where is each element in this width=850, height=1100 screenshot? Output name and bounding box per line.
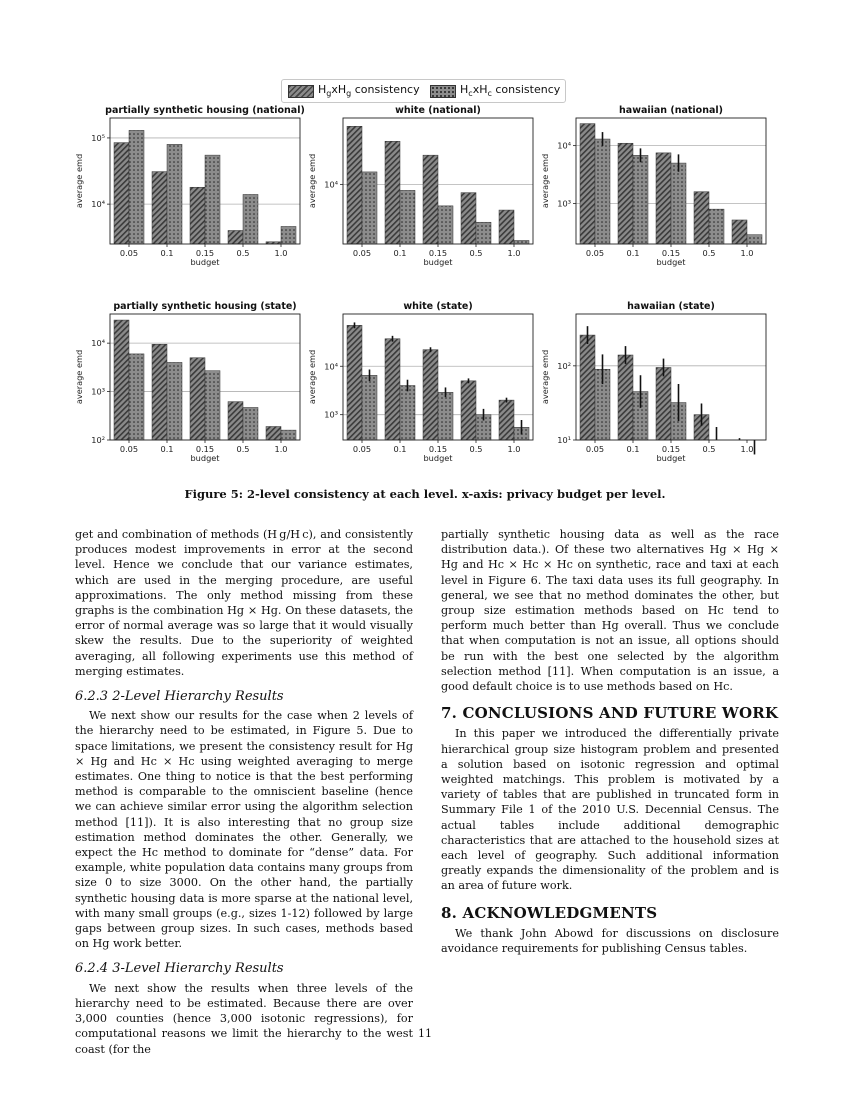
bar xyxy=(580,124,595,244)
left-column xyxy=(75,527,413,1057)
subsection-heading: 6.2.3 2-Level Hierarchy Results xyxy=(75,689,284,705)
page-number: 11 xyxy=(418,1027,432,1040)
chart-title: hawaiian (state) xyxy=(627,301,715,312)
y-tick-label: 10² xyxy=(557,360,571,371)
bar xyxy=(347,325,362,440)
x-tick-label: 0.5 xyxy=(702,444,716,454)
x-tick-label: 0.5 xyxy=(236,444,250,454)
x-tick-label: 0.15 xyxy=(195,248,215,258)
bar xyxy=(190,187,205,244)
bar xyxy=(385,339,400,440)
chart-title: hawaiian (national) xyxy=(619,105,723,116)
bar xyxy=(514,240,529,244)
y-tick-label: 10¹ xyxy=(557,435,571,445)
bar xyxy=(461,193,476,244)
bar xyxy=(228,402,243,440)
y-tick-label: 10³ xyxy=(324,409,338,420)
chart-panel xyxy=(540,301,766,463)
x-axis-label: budget xyxy=(423,257,453,267)
bar xyxy=(400,386,415,440)
x-tick-label: 0.5 xyxy=(236,248,250,258)
bar xyxy=(423,350,438,440)
x-axis-label: budget xyxy=(190,453,220,463)
bar xyxy=(656,153,671,244)
y-tick-label: 10⁴ xyxy=(91,338,105,349)
section-heading: 8. ACKNOWLEDGMENTS xyxy=(441,903,658,922)
chart-panel xyxy=(74,105,305,267)
x-tick-label: 1.0 xyxy=(507,444,521,454)
subsection-heading: 6.2.4 3-Level Hierarchy Results xyxy=(75,961,284,977)
x-tick-label: 0.05 xyxy=(585,248,605,258)
bar xyxy=(385,141,400,244)
y-tick-label: 10⁵ xyxy=(91,132,105,143)
right-column xyxy=(441,527,779,956)
x-tick-label: 0.05 xyxy=(352,444,372,454)
chart-panel xyxy=(307,105,533,267)
chart-title: white (national) xyxy=(395,105,481,116)
x-tick-label: 0.15 xyxy=(428,248,448,258)
bar xyxy=(152,172,167,244)
y-axis-label: average emd xyxy=(74,153,84,209)
section-heading: 7. CONCLUSIONS AND FUTURE WORK xyxy=(441,704,779,723)
bar xyxy=(618,355,633,440)
bar xyxy=(167,144,182,244)
y-tick-label: 10³ xyxy=(557,198,571,209)
paragraph: In this paper we introduced the differentially private hierarchical group size histogram problem and presented a solution based on isotonic regression and optimal weighted matchings. This problem is motivated by a variety of tables that are published in truncated form in Summary File 1 of the 2010 U.S. Decennial Census. The actual tables include additional demographic characteristics that are attached to the household sizes at each level of geography. Such additional information greatly expands the dimensionality of the problem and is an area of future work. xyxy=(441,727,779,893)
x-tick-label: 1.0 xyxy=(507,248,521,258)
bar xyxy=(362,172,377,244)
figure-caption: Figure 5: 2-level consistency at each level. x-axis: privacy budget per level. xyxy=(184,487,666,501)
bar xyxy=(243,407,258,440)
bar xyxy=(461,381,476,440)
bar xyxy=(129,130,144,244)
bar xyxy=(190,358,205,440)
x-tick-label: 0.15 xyxy=(661,248,681,258)
bar xyxy=(129,354,144,440)
x-tick-label: 0.15 xyxy=(428,444,448,454)
bar xyxy=(243,194,258,244)
bar xyxy=(747,235,762,244)
x-tick-label: 1.0 xyxy=(274,444,288,454)
x-tick-label: 0.15 xyxy=(661,444,681,454)
bar xyxy=(732,220,747,244)
paragraph: We next show our results for the case when 2 levels of the hierarchy need to be estimated, in Figure 5. Due to space limitations, we present the consistency result for Hg × Hg and Hc × Hc using weighted averaging to merge estimates. One thing to notice is that the best performing method is comparable to the omniscient baseline (hence we can achieve similar error using the algorithm selection method [11]). It is also interesting that no group size estimation method dominates the other. Generally, we expect the Hc method to dominate for “dense” data. For example, white population data contains many groups from size 0 to size 3000. On the other hand, the partially synthetic housing data is more sparse at the national level, with many small groups (e.g., sizes 1-12) followed by large gaps between group sizes. In such cases, methods based on Hg work better. xyxy=(75,709,413,951)
x-axis-label: budget xyxy=(656,257,686,267)
x-tick-label: 0.1 xyxy=(160,444,174,454)
x-tick-label: 0.05 xyxy=(119,444,139,454)
y-axis-label: average emd xyxy=(74,349,84,405)
y-axis-label: average emd xyxy=(540,349,550,405)
y-tick-label: 10⁴ xyxy=(324,179,338,190)
bar xyxy=(595,139,610,244)
chart-panel xyxy=(540,105,766,267)
x-tick-label: 1.0 xyxy=(740,248,754,258)
bar xyxy=(423,155,438,244)
x-tick-label: 1.0 xyxy=(274,248,288,258)
x-tick-label: 0.1 xyxy=(626,248,640,258)
x-tick-label: 0.5 xyxy=(702,248,716,258)
paragraph: partially synthetic housing data as well as the race distribution data.). Of these two alternatives Hg × Hg × Hg and Hc × Hc × Hc on synthetic, race and taxi at each level in Figure 6. The taxi data uses its full geography. In general, we see that no method dominates the other, but group size estimation methods based on Hc tend to perform much better than Hg overall. Thus we conclude that when computation is not an issue, all options should be run with the best one selected by the algorithm selection method [11]. When computation is an issue, a good default choice is to use methods based on Hc. xyxy=(441,528,779,694)
bar xyxy=(114,320,129,440)
x-tick-label: 0.05 xyxy=(119,248,139,258)
bar xyxy=(266,427,281,440)
chart-title: partially synthetic housing (state) xyxy=(113,301,297,312)
x-tick-label: 1.0 xyxy=(740,444,754,454)
bar xyxy=(633,155,648,244)
y-axis-label: average emd xyxy=(307,153,317,209)
x-tick-label: 0.05 xyxy=(352,248,372,258)
x-tick-label: 0.5 xyxy=(469,248,483,258)
x-axis-label: budget xyxy=(190,257,220,267)
x-axis-label: budget xyxy=(423,453,453,463)
legend-label-hc: $H_cxH_c$ consistency xyxy=(460,83,561,99)
bar xyxy=(694,192,709,244)
x-tick-label: 0.5 xyxy=(469,444,483,454)
bar xyxy=(167,362,182,440)
bar xyxy=(152,344,167,440)
x-tick-label: 0.1 xyxy=(626,444,640,454)
bar xyxy=(671,163,686,244)
x-tick-label: 0.1 xyxy=(393,248,407,258)
bar xyxy=(205,371,220,440)
paragraph: get and combination of methods (H g/H c), and consistently produces modest improvements in error at the second level. Hence we conclude that our variance estimates, which are used in the merging procedure, are useful approximations. The only method missing from these graphs is the combination Hg × Hg. On these datasets, the error of normal average was so large that it would visually skew the results. Due to the superiority of weighted averaging, all following experiments use this method of merging estimates. xyxy=(75,528,413,678)
y-axis-label: average emd xyxy=(540,153,550,209)
bar xyxy=(362,375,377,440)
bar xyxy=(228,230,243,244)
figure-5-charts xyxy=(0,0,850,480)
x-tick-label: 0.15 xyxy=(195,444,215,454)
y-tick-label: 10⁴ xyxy=(557,140,571,151)
bar xyxy=(580,335,595,440)
bar xyxy=(281,430,296,440)
bar xyxy=(347,126,362,244)
paragraph: We thank John Abowd for discussions on disclosure avoidance requirements for publishing Census tables. xyxy=(441,926,779,956)
legend-label-hg: $H_gxH_g$ consistency xyxy=(318,83,420,99)
x-axis-label: budget xyxy=(656,453,686,463)
y-tick-label: 10² xyxy=(91,435,105,445)
y-tick-label: 10⁴ xyxy=(324,361,338,372)
bar xyxy=(499,210,514,244)
x-tick-label: 0.05 xyxy=(585,444,605,454)
chart-title: partially synthetic housing (national) xyxy=(105,105,305,116)
bar xyxy=(114,143,129,244)
y-axis-label: average emd xyxy=(307,349,317,405)
bar xyxy=(205,155,220,244)
x-tick-label: 0.1 xyxy=(393,444,407,454)
bar xyxy=(709,209,724,244)
bar xyxy=(499,400,514,440)
chart-panel xyxy=(307,301,533,463)
chart-title: white (state) xyxy=(403,301,473,312)
y-tick-label: 10⁴ xyxy=(91,199,105,210)
bar xyxy=(438,392,453,440)
x-tick-label: 0.1 xyxy=(160,248,174,258)
bar xyxy=(400,190,415,244)
bar xyxy=(438,206,453,244)
bar xyxy=(618,143,633,244)
bar xyxy=(476,222,491,244)
y-tick-label: 10³ xyxy=(91,386,105,397)
paragraph: We next show the results when three levels of the hierarchy need to be estimated. Because there are over 3,000 counties (hence 3,000 isotonic regressions), for computational reasons we limit the hierarchy to the west coast (for the xyxy=(75,981,413,1056)
bar xyxy=(281,226,296,244)
bar xyxy=(656,367,671,440)
chart-panel xyxy=(74,301,300,463)
